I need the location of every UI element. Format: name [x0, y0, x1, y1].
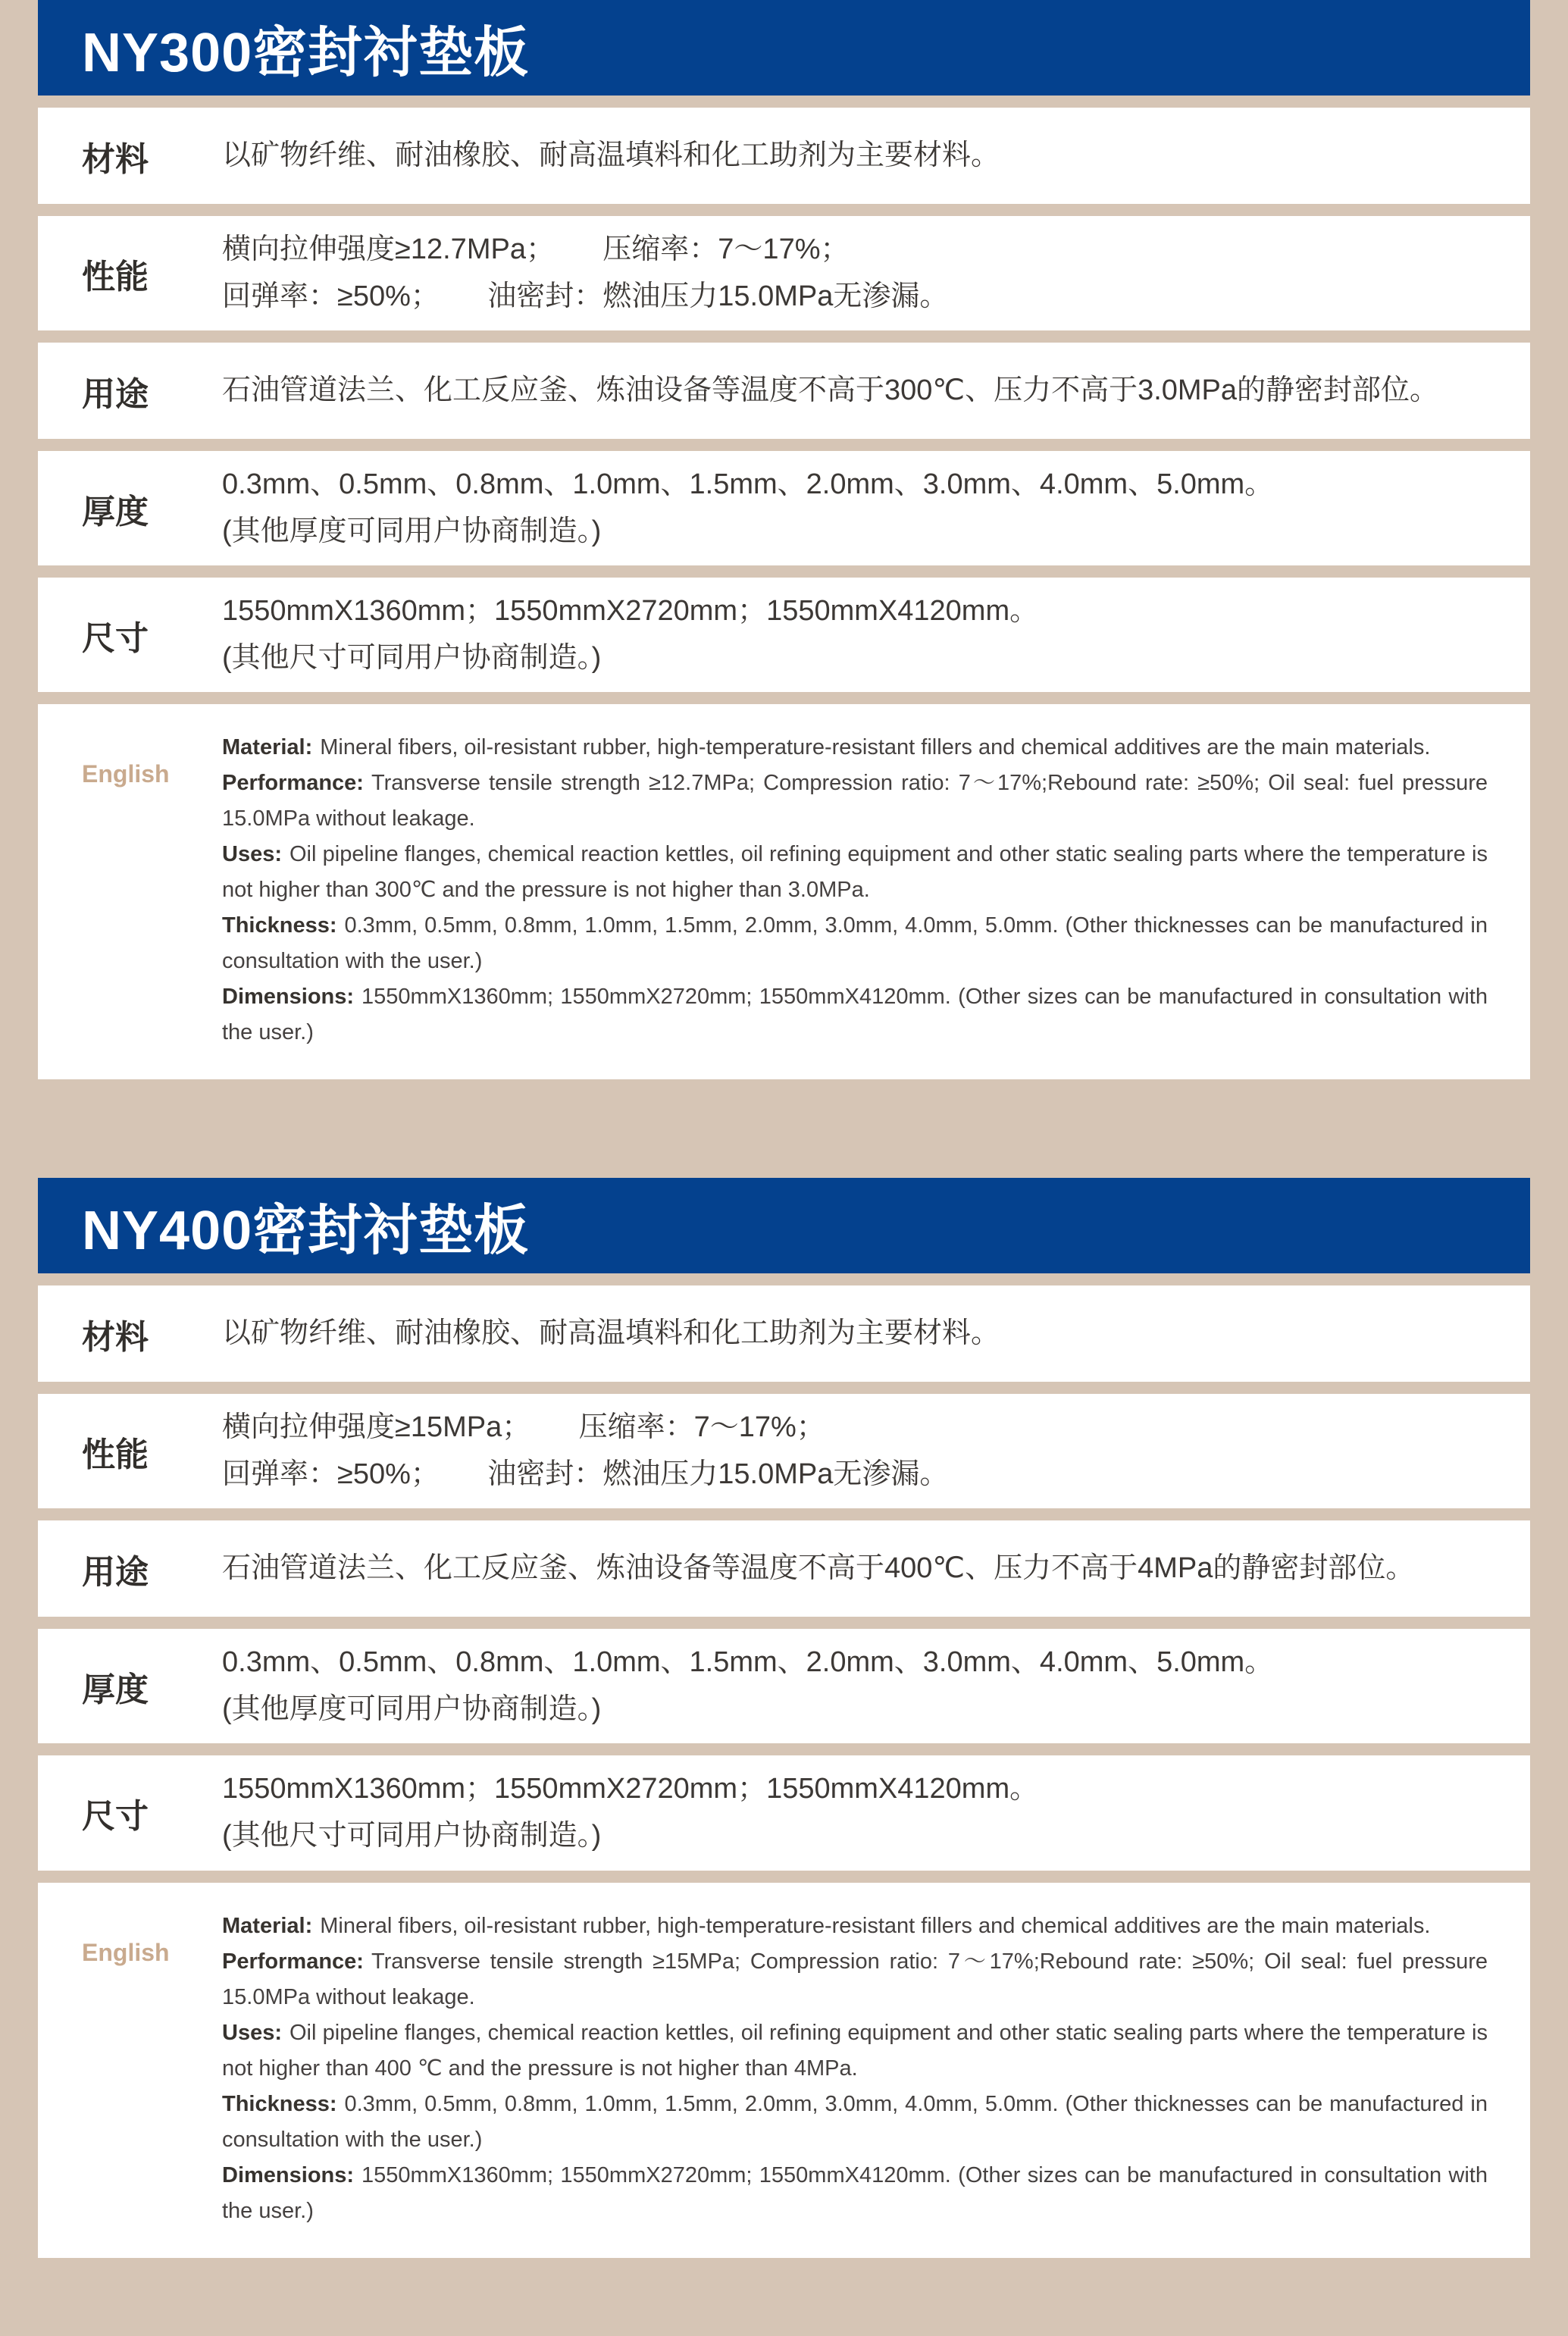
spec-row-material: [38, 1285, 1530, 1382]
section-ny300: [38, 0, 1530, 1079]
spec-row-dimensions: [38, 1755, 1530, 1870]
paragraph-text: Oil pipeline flanges, chemical reaction kettles, oil refining equipment and other static sealing parts where the temperature is not higher than 400 ℃ and the pressure is not higher than 4MPa.: [222, 2020, 1488, 2081]
row-label: 材料: [82, 1318, 149, 1356]
spec-row-material: [38, 108, 1530, 204]
paragraph-lead: Uses:: [222, 2020, 282, 2045]
content-line: 石油管道法兰、化工反应釜、炼油设备等温度不高于300℃、压力不高于3.0MPa的静密封部位。: [222, 374, 1439, 406]
spec-row-thickness: [38, 451, 1530, 565]
english-paragraph-thickness: [222, 2087, 1488, 2158]
spec-row-dimensions: [38, 578, 1530, 692]
row-label: 尺寸: [82, 619, 149, 657]
content-line: 横向拉伸强度≥12.7MPa； 压缩率：7～17%；: [222, 233, 850, 265]
english-paragraph-dimensions: [222, 979, 1488, 1051]
paragraph-lead: Material:: [222, 1913, 313, 1938]
content-line: 回弹率：≥50%； 油密封：燃油压力15.0MPa无渗漏。: [222, 280, 949, 312]
english-row: [38, 1883, 1530, 2258]
english-paragraph-thickness: [222, 908, 1488, 979]
content-line: 横向拉伸强度≥15MPa； 压缩率：7～17%；: [222, 1411, 825, 1444]
english-paragraph-dimensions: [222, 2158, 1488, 2229]
paragraph-text: Mineral fibers, oil-resistant rubber, high-temperature-resistant fillers and chemical additives are the main materials.: [320, 735, 1431, 760]
paragraph-text: Transverse tensile strength ≥15MPa; Compression ratio: 7～17%;Rebound rate: ≥50%; Oil seal: fuel pressure 15.0MPa without leakage.: [222, 1949, 1488, 2009]
section-header: [38, 1178, 1530, 1273]
paragraph-lead: Performance:: [222, 1949, 364, 1974]
row-label: 性能: [82, 258, 149, 296]
english-paragraph-uses: [222, 2015, 1488, 2087]
paragraph-lead: Dimensions:: [222, 2162, 355, 2187]
english-paragraph-uses: [222, 837, 1488, 908]
paragraph-lead: Thickness:: [222, 913, 337, 938]
english-text: [222, 1909, 1530, 2229]
spec-row-thickness: [38, 1629, 1530, 1743]
content-line: (其他尺寸可同用户协商制造。): [222, 1820, 602, 1852]
english-row: [38, 704, 1530, 1079]
paragraph-text: 1550mmX1360mm; 1550mmX2720mm; 1550mmX4120mm. (Other sizes can be manufactured in consultation with the user.): [222, 985, 1488, 1045]
paragraph-text: Mineral fibers, oil-resistant rubber, high-temperature-resistant fillers and chemical additives are the main materials.: [320, 1913, 1431, 1938]
spec-row-uses: [38, 1520, 1530, 1617]
row-content: [222, 1639, 1530, 1733]
section-ny400: [38, 1178, 1530, 2257]
content-line: 以矿物纤维、耐油橡胶、耐高温填料和化工助剂为主要材料。: [222, 1317, 1000, 1349]
english-label: English: [82, 1938, 170, 1966]
row-content: [222, 133, 1530, 180]
section-title: NY300密封衬垫板: [82, 23, 530, 83]
paragraph-lead: Dimensions:: [222, 985, 355, 1010]
row-content: [222, 227, 1530, 320]
content-line: 1550mmX1360mm；1550mmX2720mm；1550mmX4120mm。: [222, 1773, 1039, 1805]
row-label: 尺寸: [82, 1798, 149, 1836]
content-line: 以矿物纤维、耐油橡胶、耐高温填料和化工助剂为主要材料。: [222, 139, 1000, 171]
english-text: [222, 730, 1530, 1051]
row-content: [222, 1404, 1530, 1498]
paragraph-text: Transverse tensile strength ≥12.7MPa; Compression ratio: 7～17%;Rebound rate: ≥50%; Oil seal: fuel pressure 15.0MPa without leakage.: [222, 771, 1488, 831]
english-paragraph-material: [222, 1909, 1488, 1944]
content-line: (其他厚度可同用户协商制造。): [222, 1693, 602, 1725]
row-label: 用途: [82, 375, 149, 413]
row-content: [222, 368, 1530, 415]
content-line: (其他厚度可同用户协商制造。): [222, 515, 602, 547]
row-label: 厚度: [82, 1671, 149, 1708]
paragraph-text: 0.3mm, 0.5mm, 0.8mm, 1.0mm, 1.5mm, 2.0mm, 3.0mm, 4.0mm, 5.0mm. (Other thicknesses can be manufactured in consultation with the user.): [222, 2091, 1488, 2152]
row-label: 性能: [82, 1436, 149, 1473]
content-line: 0.3mm、0.5mm、0.8mm、1.0mm、1.5mm、2.0mm、3.0mm、4.0mm、5.0mm。: [222, 1646, 1274, 1679]
row-content: [222, 1310, 1530, 1357]
english-paragraph-performance: [222, 766, 1488, 837]
row-label: 材料: [82, 140, 149, 178]
paragraph-lead: Thickness:: [222, 2091, 337, 2116]
content-line: 0.3mm、0.5mm、0.8mm、1.0mm、1.5mm、2.0mm、3.0mm、4.0mm、5.0mm。: [222, 468, 1274, 501]
row-content: [222, 1766, 1530, 1859]
paragraph-text: Oil pipeline flanges, chemical reaction kettles, oil refining equipment and other static sealing parts where the temperature is not higher than 300℃ and the pressure is not higher than 3.0MPa.: [222, 842, 1488, 903]
paragraph-text: 0.3mm, 0.5mm, 0.8mm, 1.0mm, 1.5mm, 2.0mm, 3.0mm, 4.0mm, 5.0mm. (Other thicknesses can be manufactured in consultation with the user.): [222, 913, 1488, 974]
content-line: (其他尺寸可同用户协商制造。): [222, 641, 602, 674]
english-label: English: [82, 760, 170, 788]
paragraph-lead: Material:: [222, 735, 313, 760]
content-line: 回弹率：≥50%； 油密封：燃油压力15.0MPa无渗漏。: [222, 1458, 949, 1490]
spec-row-performance: [38, 1394, 1530, 1508]
english-paragraph-material: [222, 730, 1488, 766]
paragraph-lead: Uses:: [222, 842, 282, 867]
row-content: [222, 588, 1530, 681]
section-header: [38, 0, 1530, 96]
section-title: NY400密封衬垫板: [82, 1201, 530, 1262]
row-label: 用途: [82, 1553, 149, 1591]
spec-row-performance: [38, 216, 1530, 330]
spec-row-uses: [38, 343, 1530, 439]
content-line: 1550mmX1360mm；1550mmX2720mm；1550mmX4120mm。: [222, 595, 1039, 628]
row-content: [222, 462, 1530, 555]
paragraph-text: 1550mmX1360mm; 1550mmX2720mm; 1550mmX4120mm. (Other sizes can be manufactured in consultation with the user.): [222, 2162, 1488, 2223]
english-paragraph-performance: [222, 1944, 1488, 2015]
row-label: 厚度: [82, 493, 149, 531]
paragraph-lead: Performance:: [222, 771, 364, 796]
content-line: 石油管道法兰、化工反应釜、炼油设备等温度不高于400℃、压力不高于4MPa的静密封部位。: [222, 1552, 1415, 1585]
row-content: [222, 1545, 1530, 1592]
